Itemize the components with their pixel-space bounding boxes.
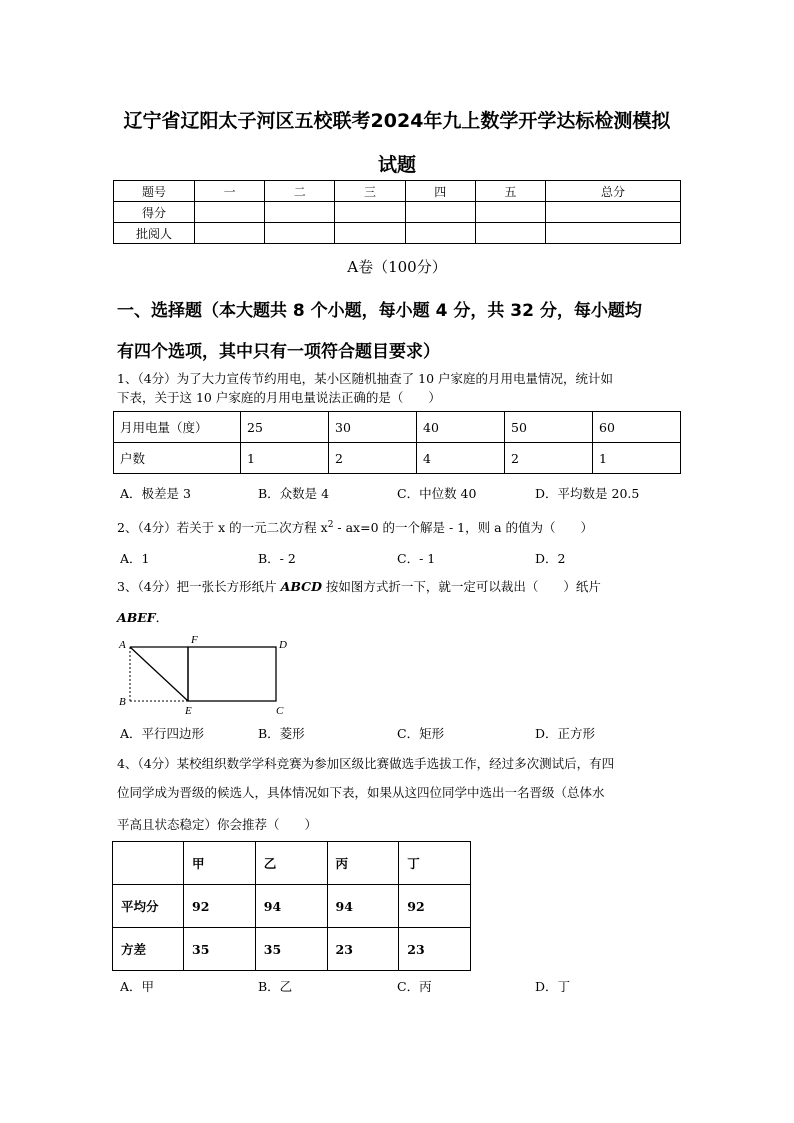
option-b: B．乙 <box>258 979 293 994</box>
exponent: 2 <box>327 520 334 530</box>
option-b: B．众数是 4 <box>258 486 330 501</box>
table-header-cell: 乙 <box>255 842 327 885</box>
option-a: A．极差是 3 <box>120 486 191 501</box>
table-cell: 平均分 <box>113 885 184 928</box>
fold-line-ae <box>130 647 188 701</box>
option-a: A．甲 <box>120 979 155 994</box>
option-d: D．2 <box>535 551 566 566</box>
table-cell: 户数 <box>114 443 241 474</box>
score-header-cell: 三 <box>335 181 405 202</box>
vertex-label-c: C <box>276 705 284 717</box>
table-cell: 4 <box>417 443 505 474</box>
reviewer-cell <box>195 223 265 244</box>
reviewer-cell <box>475 223 545 244</box>
table-header-cell: 丁 <box>399 842 471 885</box>
table-cell: 月用电量（度） <box>114 412 241 443</box>
question-1-text: 1、（4分）为了大力宣传节约用电，某小区随机抽查了 10 户家庭的月用电量情况，统计如 <box>117 371 614 386</box>
reviewer-row-label: 批阅人 <box>114 223 195 244</box>
table-row <box>113 885 471 928</box>
table-cell: 23 <box>399 928 471 971</box>
question-3-pre: 3、（4分）把一张长方形纸片 <box>117 579 281 594</box>
table-cell: 1 <box>593 443 681 474</box>
rectangle-fdce <box>188 647 276 701</box>
vertex-label-e: E <box>185 705 192 717</box>
period: ． <box>155 610 169 625</box>
option-c: C．- 1 <box>397 551 436 566</box>
score-header-cell: 题号 <box>114 181 195 202</box>
table-cell: 35 <box>184 928 256 971</box>
question-1-text-continued: 下表，关于这 10 户家庭的月用电量说法正确的是（ ） <box>117 390 441 405</box>
table-header-cell: 丙 <box>327 842 399 885</box>
score-header-cell: 二 <box>265 181 335 202</box>
option-d: D．平均数是 20.5 <box>535 486 640 501</box>
table-cell: 方差 <box>113 928 184 971</box>
score-header-cell: 五 <box>475 181 545 202</box>
option-c: C．矩形 <box>397 726 445 741</box>
score-table-header-row <box>114 181 681 202</box>
score-header-cell: 四 <box>405 181 475 202</box>
table-cell: 1 <box>241 443 329 474</box>
table-cell: 94 <box>255 885 327 928</box>
score-cell <box>546 202 681 223</box>
table-header-row <box>113 842 471 885</box>
score-cell <box>475 202 545 223</box>
section-heading-continued: 有四个选项，其中只有一项符合题目要求） <box>117 342 440 362</box>
score-cell <box>335 202 405 223</box>
table-cell: 2 <box>505 443 593 474</box>
score-row-label: 得分 <box>114 202 195 223</box>
table-cell: 92 <box>184 885 256 928</box>
table-cell: 50 <box>505 412 593 443</box>
table-cell: 2 <box>329 443 417 474</box>
option-a: A．平行四边形 <box>120 726 205 741</box>
score-cell <box>405 202 475 223</box>
question-2-text <box>117 515 593 538</box>
question-4-text-continued: 平高且状态稳定）你会推荐（ ） <box>117 817 318 832</box>
table-cell: 60 <box>593 412 681 443</box>
table-row <box>114 443 681 474</box>
table-cell: 40 <box>417 412 505 443</box>
score-cell <box>265 202 335 223</box>
score-header-cell: 一 <box>195 181 265 202</box>
reviewer-cell <box>335 223 405 244</box>
reviewer-row <box>114 223 681 244</box>
table-cell: 94 <box>327 885 399 928</box>
question-2-suffix: - ax=0 的一个解是 - 1，则 a 的值为（ ） <box>333 520 594 536</box>
table-cell: 92 <box>399 885 471 928</box>
shape-label: ABEF <box>117 610 156 625</box>
score-table <box>113 180 681 244</box>
table-cell: 30 <box>329 412 417 443</box>
table-cell: 25 <box>241 412 329 443</box>
volume-title: A卷（100分） <box>347 258 447 276</box>
section-heading: 一、选择题（本大题共 8 个小题，每小题 4 分，共 32 分，每小题均 <box>117 301 642 321</box>
question-3-text-continued <box>117 608 168 628</box>
question-4-text: 4、（4分）某校组织数学学科竞赛为参加区级比赛做选手选拔工作，经过多次测试后，有四 <box>117 756 615 771</box>
reviewer-cell <box>546 223 681 244</box>
page-title: 辽宁省辽阳太子河区五校联考2024年九上数学开学达标检测模拟 <box>123 110 671 132</box>
candidate-table <box>112 841 471 971</box>
score-row <box>114 202 681 223</box>
table-header-cell: 甲 <box>184 842 256 885</box>
option-a: A．1 <box>120 551 150 566</box>
option-c: C．丙 <box>397 979 432 994</box>
table-cell: 23 <box>327 928 399 971</box>
rectangle-label: ABCD <box>280 579 322 594</box>
reviewer-cell <box>265 223 335 244</box>
question-4-text-continued: 位同学成为晋级的候选人，具体情况如下表，如果从这四位同学中选出一名晋级（总体水 <box>117 785 605 800</box>
reviewer-cell <box>405 223 475 244</box>
option-d: D．丁 <box>535 979 571 994</box>
question-2-prefix: 2、（4分）若关于 x 的一元二次方程 x <box>117 520 328 536</box>
option-c: C．中位数 40 <box>397 486 477 501</box>
vertex-label-a: A <box>119 639 126 651</box>
vertex-label-d: D <box>279 639 287 651</box>
option-d: D．正方形 <box>535 726 596 741</box>
vertex-label-f: F <box>191 634 198 646</box>
question-3-text <box>117 577 601 597</box>
option-b: B．菱形 <box>258 726 305 741</box>
table-corner-cell <box>113 842 184 885</box>
electricity-table <box>113 411 681 474</box>
table-cell: 35 <box>255 928 327 971</box>
score-cell <box>195 202 265 223</box>
vertex-label-b: B <box>119 696 126 708</box>
table-row <box>114 412 681 443</box>
fold-figure <box>113 632 298 718</box>
table-row <box>113 928 471 971</box>
question-3-post: 按如图方式折一下，就一定可以裁出（ ）纸片 <box>321 579 601 594</box>
page-title-continued: 试题 <box>377 154 416 176</box>
score-header-cell: 总分 <box>546 181 681 202</box>
option-b: B．- 2 <box>258 551 296 566</box>
